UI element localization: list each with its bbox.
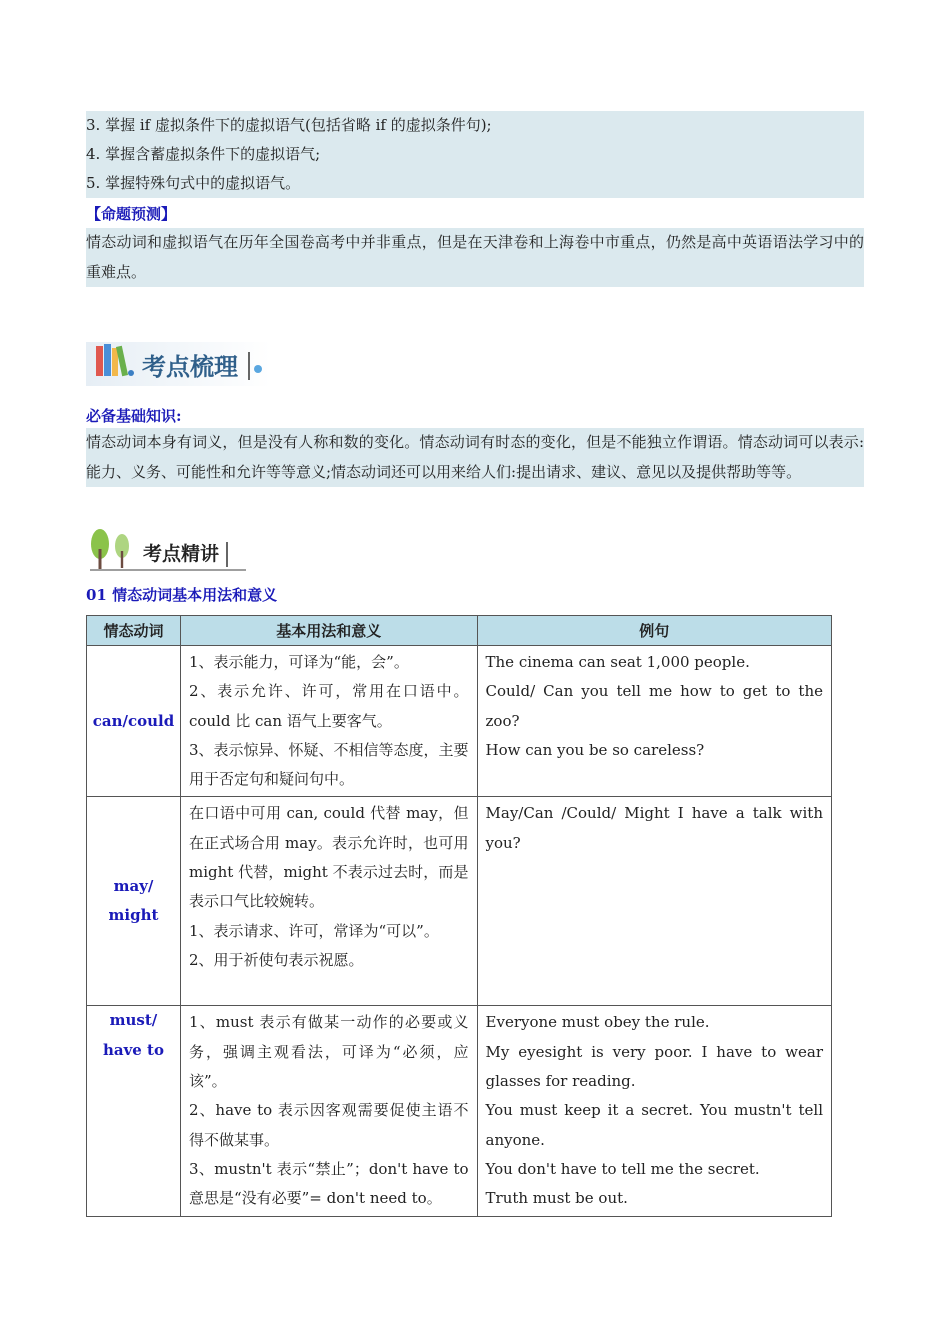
prediction-text: 情态动词和虚拟语气在历年全国卷高考中并非重点，但是在天津卷和上海卷中市重点，仍然是高中英语语法学习中的重难点。 — [86, 228, 864, 287]
verb-cell — [87, 797, 181, 1006]
example-text: You must keep it a secret. You mustn't tell anyone. — [485, 1101, 823, 1149]
example-text: How can you be so careless? — [485, 740, 705, 759]
verb-cell — [87, 1006, 181, 1216]
objective-line: 5. 掌握特殊句式中的虚拟语气。 — [86, 169, 864, 198]
header-modal-verb: 情态动词 — [87, 616, 181, 646]
example-cell — [477, 646, 831, 797]
example-text: Everyone must obey the rule. — [485, 1013, 710, 1032]
table-row — [87, 646, 832, 797]
usage-text: 2、表示允许、许可，常用在口语中。could 比 can 语气上要客气。 — [188, 682, 469, 730]
section-heading-kaodian-jingjiang — [86, 527, 251, 575]
verb-text: can/could — [92, 711, 175, 730]
usage-text: 1、表示请求、许可，常译为“可以”。 — [188, 921, 439, 940]
usage-text: 3、mustn't 表示“禁止”；don't have to 意思是“没有必要”= don't need to。 — [188, 1159, 469, 1208]
usage-cell — [180, 1006, 477, 1216]
verb-text: must/ — [109, 1011, 158, 1030]
usage-text: 在口语中可用 can, could 代替 may，但在正式场合用 may。表示允许时，也可用 might 代替，might 不表示过去时，而是表示口气比较婉转。 — [188, 804, 469, 911]
usage-subheading: 01 情态动词基本用法和意义 — [86, 586, 278, 604]
usage-cell — [180, 646, 477, 797]
header-example: 例句 — [477, 616, 831, 646]
section1-title: 考点梳理 — [142, 353, 238, 381]
usage-text: 2、用于祈使句表示祝愿。 — [188, 950, 364, 969]
example-text: My eyesight is very poor. I have to wear glasses for reading. — [485, 1042, 823, 1091]
modal-verbs-table — [86, 615, 832, 1217]
books-icon — [86, 338, 276, 390]
trees-icon — [86, 527, 251, 575]
verb-text: might — [108, 906, 159, 925]
section-heading-kaodian-shuli — [86, 338, 276, 390]
usage-text: 1、表示能力，可译为“能，会”。 — [188, 653, 409, 671]
example-cell — [477, 797, 831, 1006]
example-text: The cinema can seat 1,000 people. — [485, 653, 750, 671]
example-text: Truth must be out. — [485, 1189, 628, 1208]
verb-cell — [87, 646, 181, 797]
table-header-row — [87, 616, 832, 646]
example-text: Could/ Can you tell me how to get to the zoo? — [485, 682, 823, 730]
table-row — [87, 1006, 832, 1216]
usage-text: 3、表示惊异、怀疑、不相信等态度，主要用于否定句和疑问句中。 — [188, 740, 469, 789]
usage-text: 1、must 表示有做某一动作的必要或义务，强调主观看法，可译为“必须，应该”。 — [188, 1013, 469, 1091]
verb-text: may/ — [113, 877, 154, 896]
example-cell — [477, 1006, 831, 1216]
example-text: May/Can /Could/ Might I have a talk with you? — [485, 804, 823, 852]
basic-knowledge-text: 情态动词本身有词义，但是没有人称和数的变化。情态动词有时态的变化，但是不能独立作谓语。情态动词可以表示:能力、义务、可能性和允许等等意义;情态动词还可以用来给人们:提出请求、建议、意见以及提供帮助等等。 — [86, 428, 864, 487]
prediction-label: 【命题预测】 — [86, 205, 177, 223]
objective-line: 3. 掌握 if 虚拟条件下的虚拟语气(包括省略 if 的虚拟条件句); — [86, 111, 864, 140]
header-usage: 基本用法和意义 — [180, 616, 477, 646]
usage-cell — [180, 797, 477, 1006]
section2-title: 考点精讲 — [143, 543, 220, 565]
objective-line: 4. 掌握含蓄虚拟条件下的虚拟语气; — [86, 140, 864, 169]
usage-text: 2、have to 表示因客观需要促使主语不得不做某事。 — [188, 1101, 469, 1149]
example-text: You don't have to tell me the secret. — [485, 1159, 760, 1178]
basic-knowledge-label: 必备基础知识: — [86, 407, 182, 425]
verb-text: have to — [102, 1040, 164, 1059]
table-row — [87, 797, 832, 1006]
